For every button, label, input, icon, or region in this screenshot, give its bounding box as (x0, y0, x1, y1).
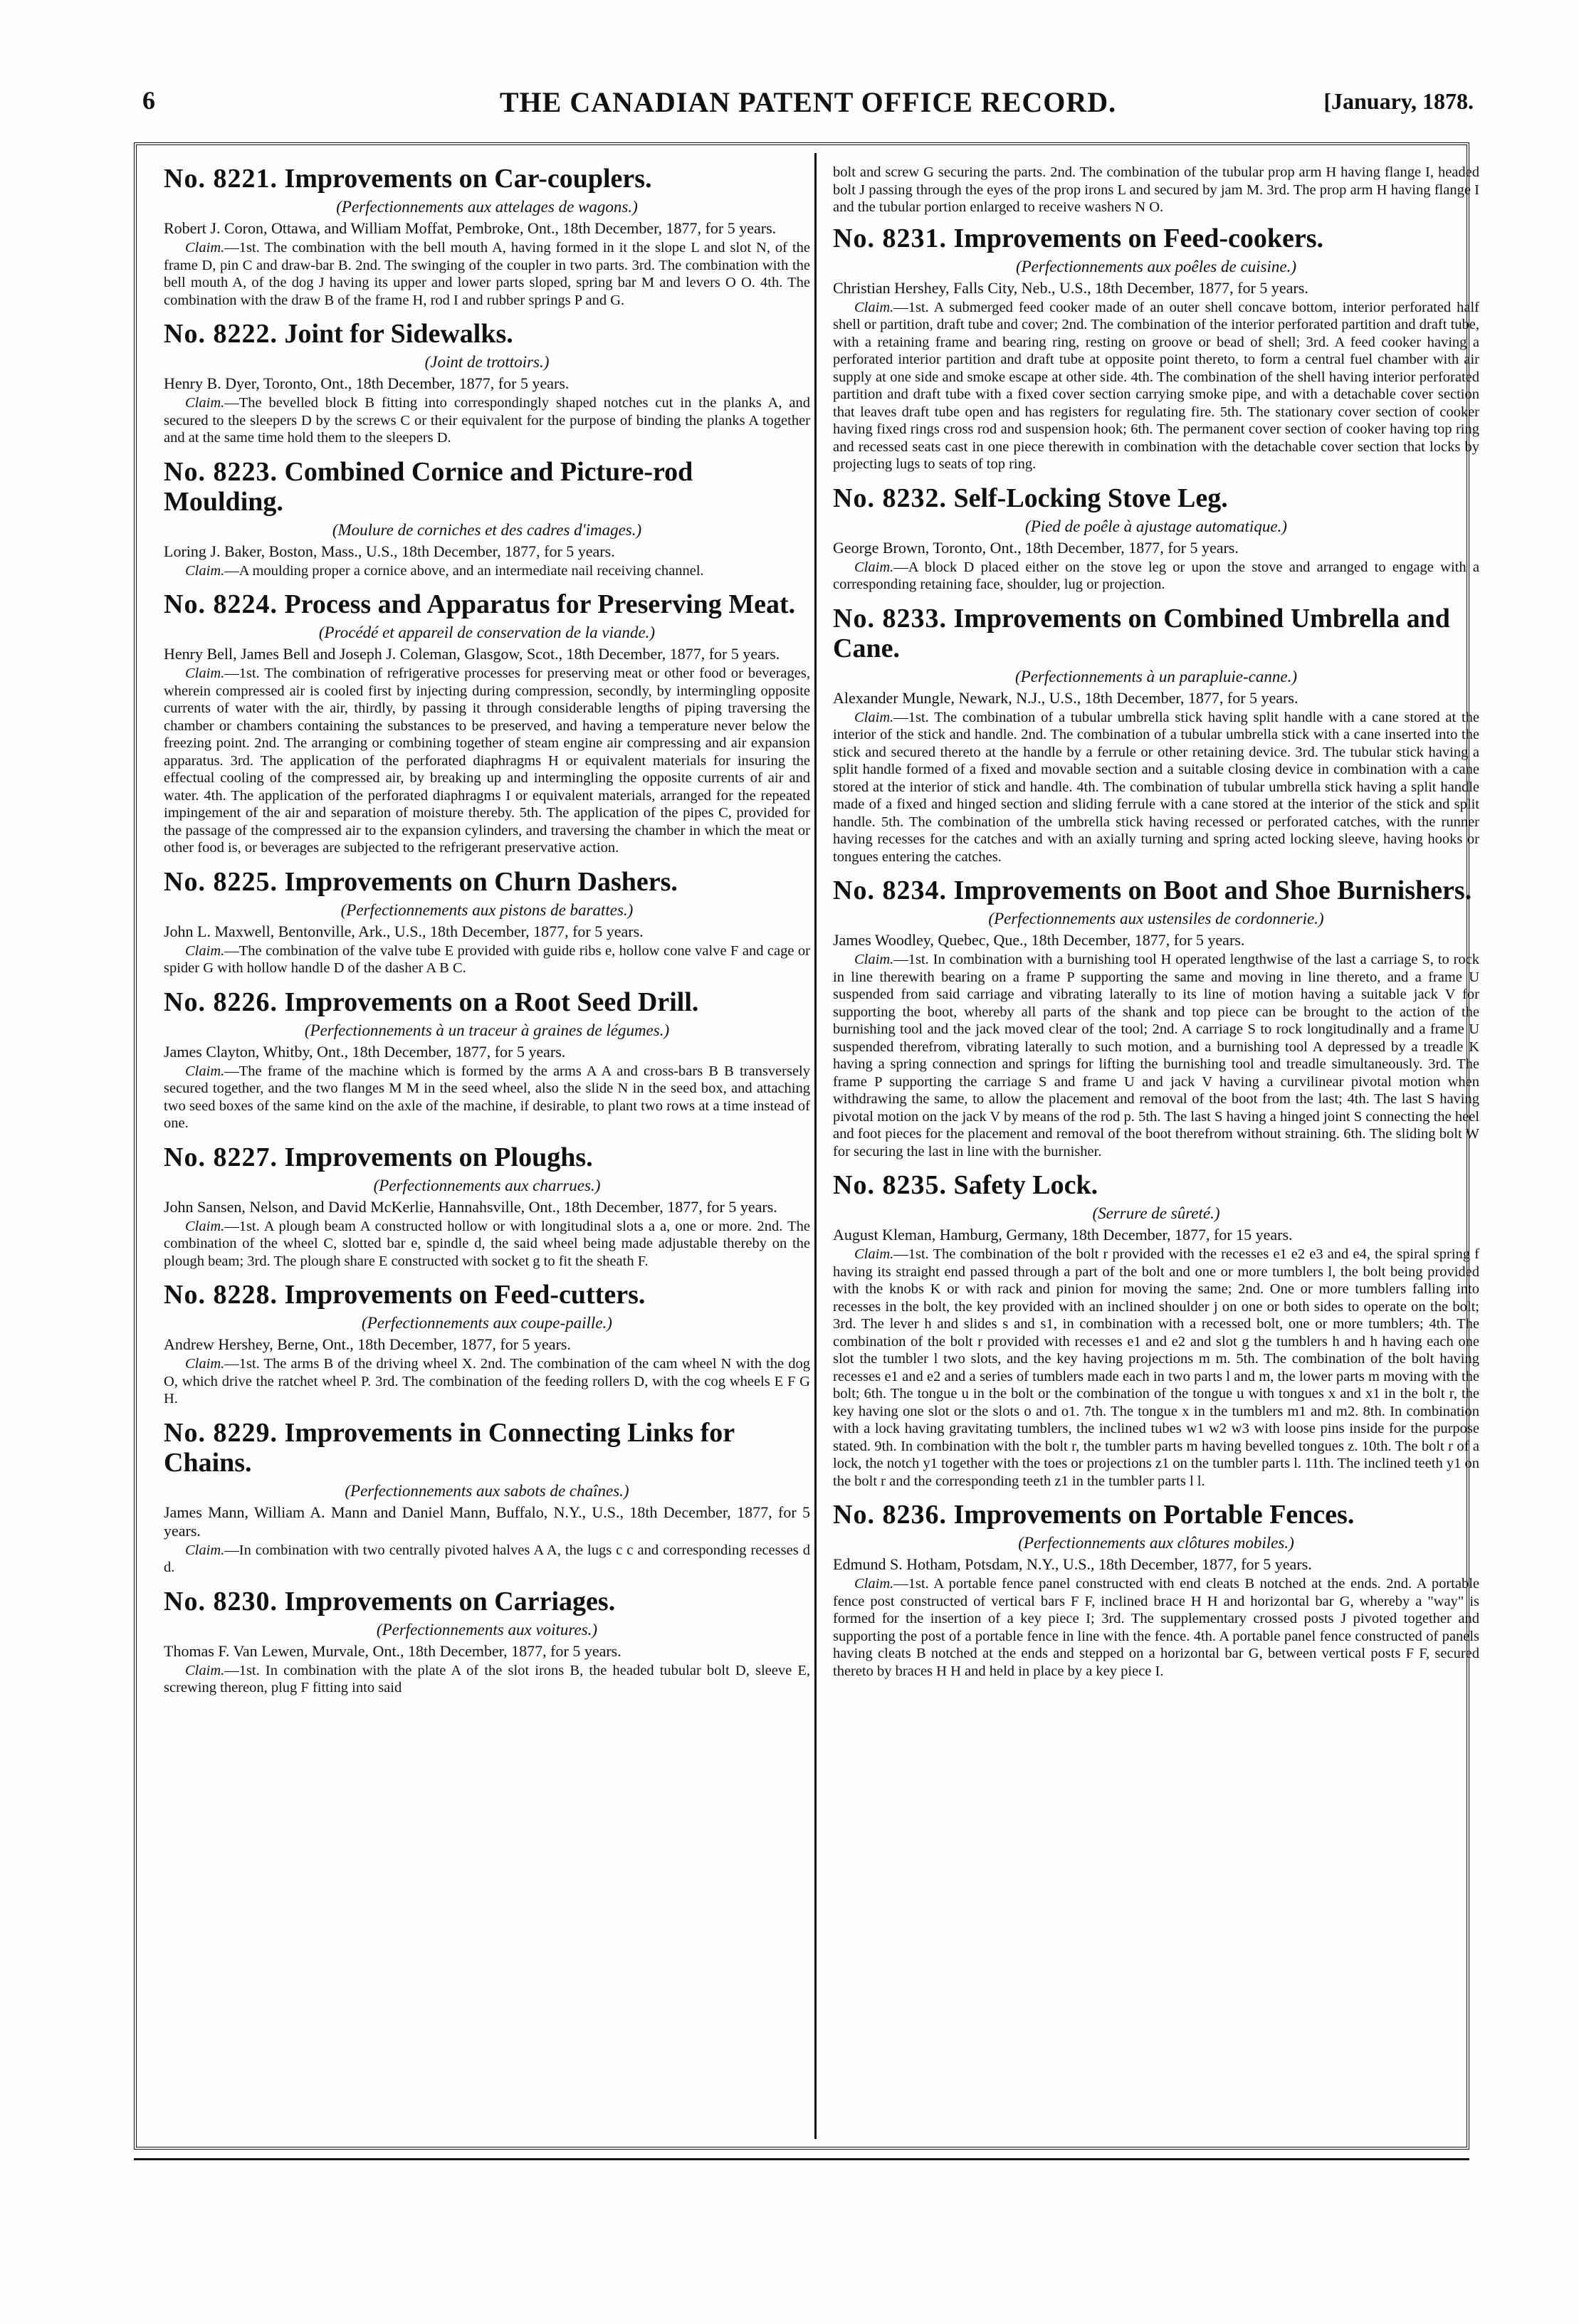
patent-title: Improvements in Connecting Links for Chains. (164, 1417, 735, 1478)
claim-label: Claim. (854, 559, 894, 575)
patent-number: No. 8232. (833, 483, 947, 513)
right-column (833, 164, 1479, 2128)
claim-paragraph (164, 1063, 810, 1132)
french-title: (Joint de trottoirs.) (424, 353, 550, 371)
patent-title: Improvements on Combined Umbrella and Cane. (833, 603, 1450, 663)
claim-text: —1st. The combination of a tubular umbrella stick having split handle with a cane stored at the interior of the stick and handle. 2nd. The combination of a tubular umbrella stick with a cane inserted into the stick and secured thereto at the handle by a ferrule or other retaining device. 3rd. The tubular stick having a split handle formed of a fixed and movable section and a suitable closing device in combination with a cane stored at the interior of stick and handle. 4th. The combination of tubular umbrella stick having a split handle made of a fixed and hinged section and sliding ferrule with a cane stored at the interior of the stick and split handle. 5th. The combination of the umbrella stick having recessed or perforated catches, with the runner having recesses for the catches and with an axially turning and spring acted locking sleeve, having hooks or tongues entering the catches. (833, 709, 1479, 865)
claim-text: —1st. A portable fence panel constructed with end cleats B notched at the ends. 2nd. A portable fence post constructed of vertical bars F F, inclined brace H H and horizontal bar G, whereby a "way" is formed for the insertion of a key piece I; 3rd. The supplementary crossed posts J pivoted together and supporting the post of a portable fence in line with the fence. 4th. A portable panel fence constructed of panels having cleats B notched at the ends and stepped on a horizontal bar G, between vertical posts F F, secured thereto by braces H H and held in place by a key piece I. (833, 1576, 1479, 1679)
claim-paragraph (164, 1542, 810, 1577)
claim-label: Claim. (185, 240, 225, 256)
claim-label: Claim. (854, 952, 894, 967)
claim-label: Claim. (185, 395, 225, 411)
patent-heading (164, 457, 810, 517)
patent-number: No. 8221. (164, 164, 278, 194)
french-title: (Perfectionnements aux attelages de wagons.) (336, 198, 638, 216)
journal-title: THE CANADIAN PATENT OFFICE RECORD. (499, 86, 1117, 118)
claim-label: Claim. (185, 666, 225, 681)
claim-label: Claim. (185, 1063, 225, 1079)
patent-heading (164, 1142, 810, 1172)
french-title: (Perfectionnements à un traceur à graines de légumes.) (304, 1021, 670, 1039)
patent-heading (833, 224, 1479, 253)
claim-paragraph (833, 299, 1479, 473)
patent-heading (164, 987, 810, 1017)
french-title: (Perfectionnements à un parapluie-canne.) (1015, 667, 1297, 685)
patent-entry (164, 457, 810, 580)
patent-entry (833, 604, 1479, 866)
patent-title: Joint for Sidewalks. (284, 319, 513, 349)
claim-paragraph (833, 951, 1479, 1160)
patent-entry (164, 1280, 810, 1408)
patent-number: No. 8230. (164, 1586, 278, 1616)
claim-text: —1st. The combination with the bell mouth A, having formed in it the slope L and slot N, of the frame D, pin C and draw-bar B. 2nd. The swinging of the coupler in two parts. 3rd. The combination with the bell mouth A, of the dog J having its upper and lower parts sloped, spring bar M and levers O O. 4th. The combination with the draw B of the frame H, rod I and rubber springs P and G. (164, 240, 810, 308)
patent-heading (164, 867, 810, 897)
patent-number: No. 8236. (833, 1500, 947, 1530)
patent-entry (833, 224, 1479, 473)
patent-entry (833, 1500, 1479, 1680)
french-title: (Serrure de sûreté.) (1092, 1204, 1220, 1222)
patent-entry (164, 1587, 810, 1697)
claim-text: —1st. The arms B of the driving wheel X. 2nd. The combination of the cam wheel N with the dog O, which drive the ratchet wheel P. 3rd. The combination of the feeding rollers D, with the cog wheels E F G H. (164, 1356, 810, 1407)
patent-heading (833, 604, 1479, 663)
claim-paragraph (164, 1355, 810, 1408)
patent-entry (164, 1418, 810, 1577)
claim-paragraph (833, 559, 1479, 594)
patent-title: Improvements on Feed-cutters. (284, 1280, 646, 1310)
patentee-info: John Sansen, Nelson, and David McKerlie, Hannahsville, Ont., 18th December, 1877, for 5 years. (164, 1197, 777, 1216)
french-title: (Pied de poêle à ajustage automatique.) (1025, 517, 1287, 535)
patent-title: Improvements on Ploughs. (284, 1142, 593, 1172)
page-header (142, 85, 1474, 128)
patentee-info: Robert J. Coron, Ottawa, and William Moffat, Pembroke, Ont., 18th December, 1877, for 5 years. (164, 219, 777, 237)
patent-number: No. 8228. (164, 1280, 278, 1310)
patent-number: No. 8229. (164, 1417, 278, 1448)
continued-claim-text: bolt and screw G securing the parts. 2nd. The combination of the tubular prop arm H having flange I, headed bolt J passing through the eyes of the prop irons L and secured by jam M. 3rd. The prop arm H having flange I and the tubular portion enlarged to receive washers N O. (833, 164, 1479, 215)
patent-heading (833, 1500, 1479, 1530)
french-title: (Perfectionnements aux charrues.) (373, 1176, 601, 1194)
patent-heading (833, 876, 1479, 905)
patent-entry (833, 483, 1479, 594)
patent-heading (164, 589, 810, 619)
claim-text: —1st. The combination of refrigerative processes for preserving meat or other food or beverages, wherein compressed air is cooled first by injecting during compression, secondly, by intermingling opposite currents of water with the air, thirdly, by passing it through considerable lengths of piping traversing the chamber or chambers containing the substances to be preserved, and having a temperature never below the freezing point. 2nd. The arranging or combining together of steam engine air compressing and air expansion apparatus. 3rd. The application of the perforated diaphragms H or equivalent materials for insuring the effectual cooling of the compressed air, by breaking up and intermingling the opposite currents of air and water. 4th. The application of the perforated diaphragms I or equivalent materials, arranged for the repeated impingement of the air and separation of moisture thereby. 5th. The application of the pipes C, provided for the passage of the compressed air to the expansion cylinders, and traversing the chamber in which the meat or other food is, or beverages are subjected to the refrigerant preservative action. (164, 666, 810, 856)
patentee-info: James Woodley, Quebec, Que., 18th December, 1877, for 5 years. (833, 931, 1245, 949)
claim-text: —1st. In combination with a burnishing tool H operated lengthwise of the last a carriage S, to rock in line therewith bearing on a frame P supporting the same and moving in line thereto, and a frame U suspended from said carriage and vibrating laterally to its line of motion having a suitable jack V for supporting the boot, whereby all parts of the shank and top piece can be brought to the action of the burnishing tool and the jack moved clear of the tool; 2nd. A carriage S to rock longitudinally and a frame U suspended therefrom, vibrating laterally to such motion, and a burnishing tool A depressed by a treadle K having a spring connection and springs for lifting the burnishing tool and treadle simultaneously. 3rd. The frame P supporting the carriage S and frame U and jack V having a curvilinear pivotal motion when withdrawing the same, to allow the placement and removal of the boot from the last; 4th. The last S having pivotal motion on the jack V by means of the rod p. 5th. The last S having a hinged joint S connecting the heel and foot pieces for the placement and removal of the boot therefrom without straining. 6th. The sliding bolt W for securing the last in line with the burnisher. (833, 952, 1479, 1160)
patent-title: Process and Apparatus for Preserving Meat. (284, 589, 796, 619)
claim-paragraph (833, 1575, 1479, 1680)
patent-entry (164, 1142, 810, 1271)
claim-label: Claim. (185, 1218, 225, 1234)
french-title: (Perfectionnements aux coupe-paille.) (362, 1314, 612, 1332)
patent-entry (164, 164, 810, 309)
patentee-info: Edmund S. Hotham, Potsdam, N.Y., U.S., 18th December, 1877, for 5 years. (833, 1555, 1312, 1573)
patent-number: No. 8231. (833, 223, 947, 253)
claim-label: Claim. (185, 1542, 225, 1558)
patent-entry (833, 1170, 1479, 1490)
french-title: (Perfectionnements aux ustensiles de cordonnerie.) (988, 910, 1324, 927)
patentee-info: James Mann, William A. Mann and Daniel Mann, Buffalo, N.Y., U.S., 18th December, 1877, for 5 years. (164, 1503, 810, 1540)
patent-number: No. 8224. (164, 589, 278, 619)
claim-text: —A moulding proper a cornice above, and an intermediate nail receiving channel. (224, 562, 704, 579)
patent-heading (833, 483, 1479, 513)
patent-heading (164, 319, 810, 349)
french-title: (Moulure de corniches et des cadres d'images.) (332, 520, 642, 539)
claim-label: Claim. (185, 942, 225, 959)
patentee-info: Thomas F. Van Lewen, Murvale, Ont., 18th December, 1877, for 5 years. (164, 1641, 621, 1660)
claim-label: Claim. (854, 709, 894, 725)
claim-text: —1st. The combination of the bolt r provided with the recesses e1 e2 e3 and e4, the spiral spring f having its straight end passed through a part of the bolt and one or more tumblers l, the bolt being provided with the knobs K or with rack and pinion for moving the same; 2nd. One or more tumblers falling into recesses in the bolt, the key provided with an inclined shoulder j on one or both sides to operate on the bolt; 3rd. The lever h and slides s and s1, in combination with a recessed bolt, one or more tumblers; 4th. The combination of the bolt r provided with recesses e1 and e2 and slot g the tumblers h and h having each one slot the tumbler l two slots, and the key having projections m m. 5th. The combination of the bolt having recesses e1 and e2 and a series of tumblers made each in two parts l and m, the lower parts m moving with the bolt; 6th. The tongue u in the bolt or the combination of the tongue u with tongues x and x1 in the bolt r, the key having one slot or the slots o and o1. 7th. The tongue x in the tumblers m1 and m2. 8th. In combination with a lock having gravitating tumblers, the inclined tubes w1 w2 w3 with loose pins inside for the purpose stated. 9th. In combination with the bolt r, the tumbler parts m having bevelled tongues z. 10th. The bolt r of a lock, the notch y1 together with the toes or projections z1 on the tumbler parts l. 11th. The inclined teeth y1 on the bolt r and the corresponding teeth z1 in the tumbler parts l l. (833, 1246, 1479, 1489)
claim-label: Claim. (185, 1662, 225, 1678)
patent-heading (164, 1587, 810, 1616)
column-divider (814, 153, 817, 2139)
patent-title: Improvements on Carriages. (284, 1586, 616, 1616)
patent-number: No. 8227. (164, 1142, 278, 1172)
patentee-info: Andrew Hershey, Berne, Ont., 18th December, 1877, for 5 years. (164, 1335, 571, 1353)
claim-paragraph (833, 709, 1479, 866)
patent-number: No. 8225. (164, 866, 278, 897)
patent-number: No. 8223. (164, 456, 278, 487)
patent-heading (164, 1418, 810, 1478)
patent-heading (833, 1170, 1479, 1200)
patent-title: Self-Locking Stove Leg. (953, 483, 1228, 513)
claim-label: Claim. (185, 1356, 225, 1372)
claim-paragraph (164, 239, 810, 309)
claim-text: —A block D placed either on the stove leg or upon the stove and arranged to engage with a corresponding retaining face, shoulder, lug or projection. (833, 559, 1479, 592)
claim-text: —In combination with two centrally pivoted halves A A, the lugs c c and corresponding recesses d d. (164, 1542, 810, 1575)
patentee-info: James Clayton, Whitby, Ont., 18th December, 1877, for 5 years. (164, 1042, 566, 1061)
claim-label: Claim. (854, 299, 894, 315)
patentee-info: John L. Maxwell, Bentonville, Ark., U.S., 18th December, 1877, for 5 years. (164, 922, 644, 940)
issue-date: [January, 1878. (1323, 88, 1474, 114)
patent-number: No. 8226. (164, 987, 278, 1017)
french-title: (Perfectionnements aux clôtures mobiles.) (1018, 1534, 1294, 1552)
claim-paragraph (164, 665, 810, 857)
patent-entry (164, 867, 810, 977)
french-title: (Perfectionnements aux sabots de chaînes.) (345, 1481, 629, 1500)
patent-entry (164, 589, 810, 857)
claim-paragraph (164, 1218, 810, 1271)
patent-title: Improvements on a Root Seed Drill. (284, 987, 699, 1017)
patentee-info: Christian Hershey, Falls City, Neb., U.S., 18th December, 1877, for 5 years. (833, 278, 1308, 297)
patent-title: Improvements on Boot and Shoe Burnishers. (953, 876, 1472, 905)
page-number: 6 (142, 86, 155, 115)
patent-entry (833, 876, 1479, 1160)
patent-number: No. 8235. (833, 1170, 947, 1200)
claim-label: Claim. (185, 562, 225, 579)
patent-title: Improvements on Churn Dashers. (284, 866, 678, 897)
claim-paragraph (164, 1662, 810, 1697)
patentee-info: George Brown, Toronto, Ont., 18th December, 1877, for 5 years. (833, 538, 1239, 557)
claim-paragraph (833, 1246, 1479, 1490)
patent-title: Improvements on Portable Fences. (953, 1500, 1355, 1530)
claim-text: —The frame of the machine which is formed by the arms A A and cross-bars B B transversely secured together, and the two flanges M M in the seed wheel, also the slide N in the seed box, and attaching two seed boxes of the same kind on the axle of the machine, if desirable, to plant two rows at a time instead of one. (164, 1063, 810, 1131)
claim-paragraph (164, 942, 810, 977)
claim-paragraph (164, 394, 810, 447)
claim-text: —1st. In combination with the plate A of the slot irons B, the headed tubular bolt D, sleeve E, screwing thereon, plug F fitting into said (164, 1662, 810, 1695)
claim-label: Claim. (854, 1246, 894, 1262)
french-title: (Perfectionnements aux poêles de cuisine.) (1015, 257, 1297, 275)
french-title: (Perfectionnements aux voitures.) (376, 1620, 598, 1639)
patentee-info: Henry Bell, James Bell and Joseph J. Coleman, Glasgow, Scot., 18th December, 1877, for 5 years. (164, 645, 780, 663)
patentee-info: August Kleman, Hamburg, Germany, 18th December, 1877, for 15 years. (833, 1226, 1293, 1244)
claim-label: Claim. (854, 1576, 894, 1592)
claim-text: —The bevelled block B fitting into correspondingly shaped notches cut in the planks A, and secured to the sleepers D by the screws C or their equivalent for the purpose of binding the planks A together and at the same time hold them to the sleepers D. (164, 395, 810, 446)
patent-number: No. 8234. (833, 876, 947, 905)
claim-text: —1st. A plough beam A constructed hollow or with longitudinal slots a a, one or more. 2nd. The combination of the wheel C, slotted bar e, spindle d, the said wheel being made adjustable thereby on the plough beam; 3rd. The plough share E constructed with socket g to fit the sheath F. (164, 1218, 810, 1269)
french-title: (Perfectionnements aux pistons de barattes.) (340, 900, 634, 919)
patent-number: No. 8233. (833, 603, 947, 633)
patent-entry (164, 319, 810, 447)
patent-title: Improvements on Feed-cookers. (953, 223, 1324, 253)
claim-text: —The combination of the valve tube E provided with guide ribs e, hollow cone valve F and cage or spider G with hollow handle D of the dasher A B C. (164, 942, 810, 976)
patent-number: No. 8222. (164, 319, 278, 349)
bottom-rule (134, 2158, 1469, 2160)
patentee-info: Henry B. Dyer, Toronto, Ont., 18th December, 1877, for 5 years. (164, 374, 570, 392)
patent-title: Improvements on Car-couplers. (284, 164, 652, 194)
claim-text: —1st. A submerged feed cooker made of an outer shell concave bottom, interior perforated half shell or partition, draft tube and cover; 2nd. The combination of the interior perforated partition and draft tube, with a retaining frame and bearing ring, resting on groove or bead of shell; 3rd. A feed cooker having a perforated interior partition and draft tube at opposite point thereto, to form a central fuel chamber with air supply at one side and smoke escape at other side. 4th. The combination of the shell having interior perforated partition and draft tube with a fixed cover section carrying smoke pipe, and with a detachable cover section that leaves draft tube open and has registers for regulating fire. 5th. The stationary cover section of cooker having fixed rings cross rod and suspension hook; 6th. The permanent cover section of cooker having top ring and recessed seats cast in one piece therewith in combination with the detachable cover section that locks by projecting lugs to seats of top ring. (833, 299, 1479, 472)
left-column (164, 164, 810, 2128)
patentee-info: Loring J. Baker, Boston, Mass., U.S., 18th December, 1877, for 5 years. (164, 542, 615, 560)
claim-paragraph (164, 562, 810, 580)
patent-title: Safety Lock. (953, 1170, 1098, 1200)
french-title: (Procédé et appareil de conservation de la viande.) (318, 624, 656, 641)
patent-title: Combined Cornice and Picture-rod Moulding. (164, 456, 693, 517)
patent-entry (164, 987, 810, 1132)
patent-heading (164, 1280, 810, 1310)
patent-heading (164, 164, 810, 194)
patentee-info: Alexander Mungle, Newark, N.J., U.S., 18th December, 1877, for 5 years. (833, 688, 1299, 707)
